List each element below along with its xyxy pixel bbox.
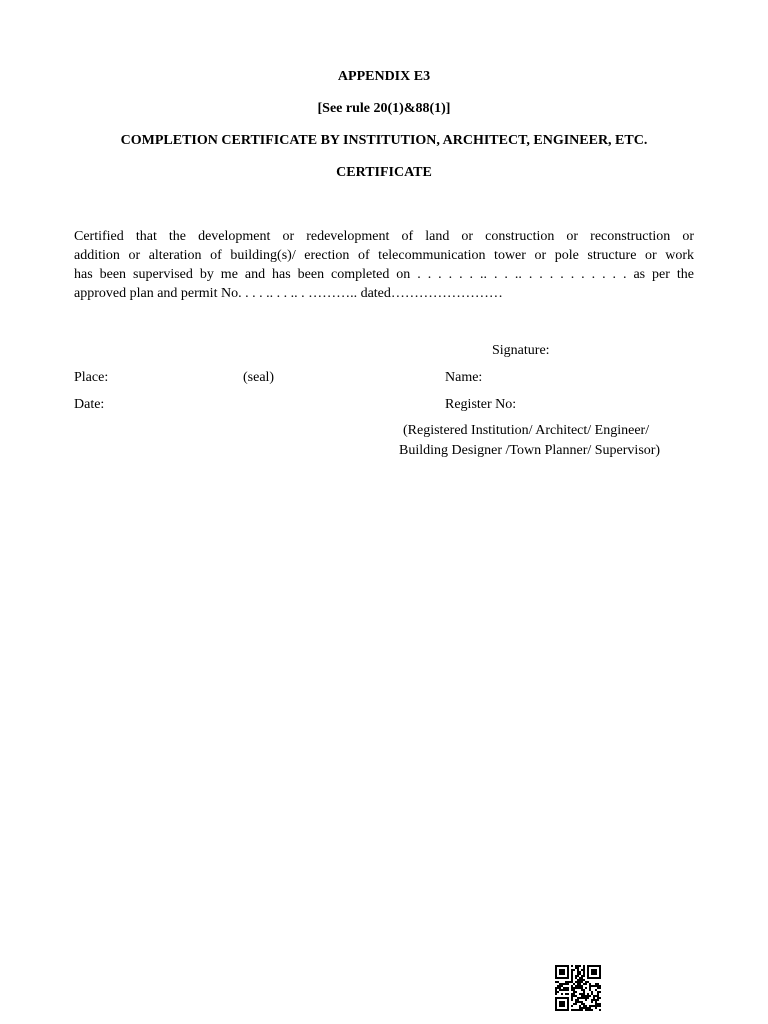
designation-line: Building Designer /Town Planner/ Supervisor) xyxy=(399,443,661,458)
signature-label: Signature: xyxy=(492,343,550,358)
rule-reference: [See rule 20(1)&88(1)] xyxy=(317,101,451,116)
register-number-label: Register No: xyxy=(445,397,517,412)
paragraph-line: approved plan and permit No. . . . .. . . .. . ……….. dated…………………… xyxy=(74,286,503,301)
designation-line: (Registered Institution/ Architect/ Engineer/ xyxy=(403,423,650,438)
qr-code-icon xyxy=(555,965,601,1011)
name-label: Name: xyxy=(445,370,483,385)
paragraph-line: addition or alteration of building(s)/ erection of telecommunication tower or pole structure or work xyxy=(74,248,694,263)
paragraph-line: Certified that the development or redevelopment of land or construction or reconstruction or xyxy=(74,229,694,244)
place-label: Place: xyxy=(74,370,109,385)
date-label: Date: xyxy=(74,397,105,412)
appendix-heading: APPENDIX E3 xyxy=(337,69,431,84)
document-title: COMPLETION CERTIFICATE BY INSTITUTION, ARCHITECT, ENGINEER, ETC. xyxy=(120,133,648,148)
certificate-heading: CERTIFICATE xyxy=(336,165,432,180)
seal-label: (seal) xyxy=(243,370,275,385)
certification-paragraph xyxy=(74,227,694,303)
paragraph-line: has been supervised by me and has been completed on . . . . . . .. . . .. . . . . . . . . . . as per the xyxy=(74,267,694,282)
